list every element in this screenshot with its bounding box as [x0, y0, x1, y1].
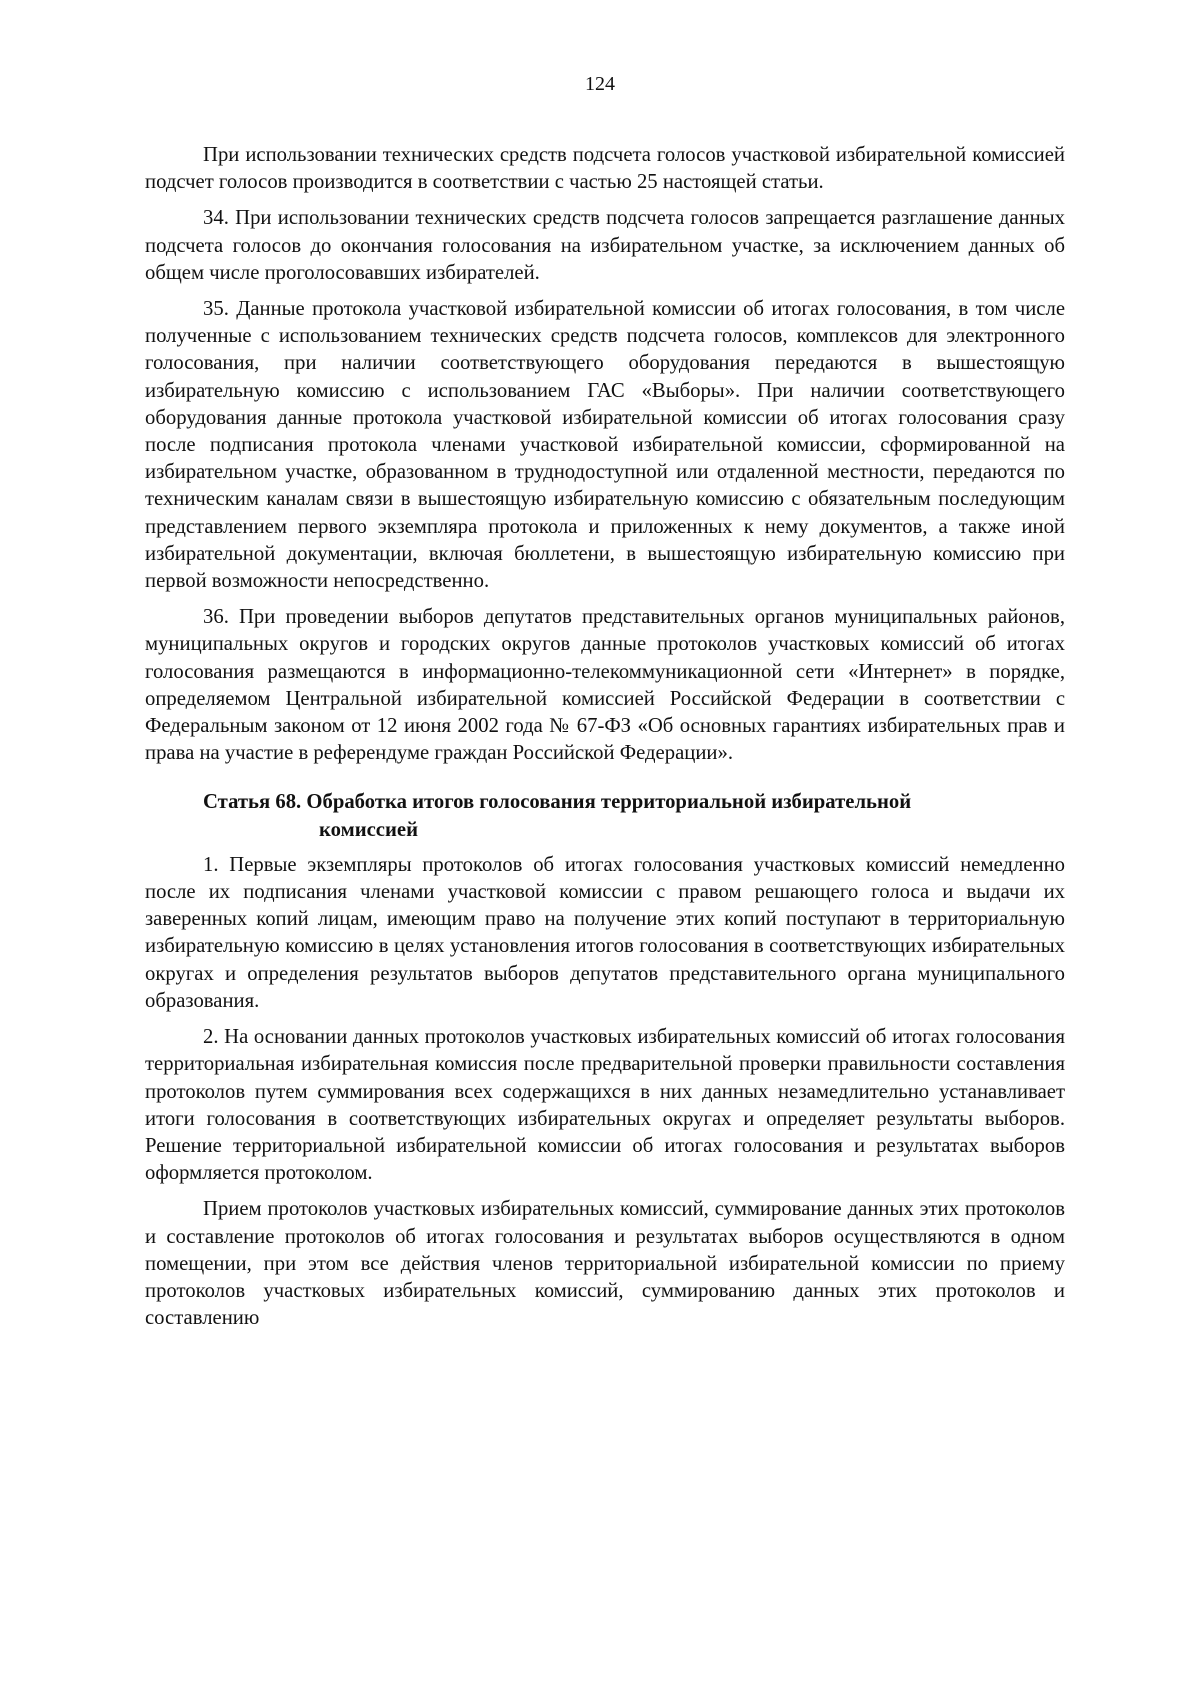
paragraph-34: 34. При использовании технических средств подсчета голосов запрещается разглашение данных подсчета голосов до окончания голосования на избирательном участке, за исключением данных об общем числе проголосовавших избирателей.	[145, 207, 1065, 284]
paragraph-1: 1. Первые экземпляры протоколов об итогах голосования участковых комиссий немедленно после их подписания членами участковой комиссии с правом решающего голоса и выдачи их заверенных копий лицам, имеющим право на получение этих копий поступают в территориальную избирательную комиссию в целях установления итогов голосования в соответствующих избирательных округах и определения результатов выборов депутатов представительного органа муниципального образования.	[145, 853, 1065, 1012]
paragraph-2: 2. На основании данных протоколов участковых избирательных комиссий об итогах голосования территориальная избирательная комиссия после предварительной проверки правильности составления протоколов путем суммирования всех содержащихся в них данных незамедлительно устанавливает итоги голосования в соответствующих избирательных округах и определяет результаты выборов. Решение территориальной избирательной комиссии об итогах голосования и результатах выборов оформляется протоколом.	[145, 1026, 1065, 1185]
document-body	[145, 142, 1065, 1332]
page-number: 124	[585, 73, 615, 95]
paragraph: При использовании технических средств подсчета голосов участковой избирательной комиссией подсчет голосов производится в соответствии с частью 25 настоящей статьи.	[145, 144, 1065, 194]
article-heading	[145, 789, 1065, 843]
article-heading-line2: комиссией	[319, 818, 418, 841]
paragraph-36: 36. При проведении выборов депутатов представительных органов муниципальных районов, муниципальных округов и городских округов данные протоколов участковых комиссий об итогах голосования размещаются в информационно-телекоммуникационной сети «Интернет» в порядке, определяемом Центральной избирательной комиссией Российской Федерации в соответствии с Федеральным законом от 12 июня 2002 года № 67-ФЗ «Об основных гарантиях избирательных прав и права на участие в референдуме граждан Российской Федерации».	[145, 606, 1065, 765]
paragraph-35: 35. Данные протокола участковой избирательной комиссии об итогах голосования, в том числе полученные с использованием технических средств подсчета голосов, комплексов для электронного голосования, при наличии соответствующего оборудования передаются в вышестоящую избирательную комиссию с использованием ГАС «Выборы». При наличии соответствующего оборудования данные протокола участковой избирательной комиссии об итогах голосования сразу после подписания протокола членами участковой избирательной комиссии, сформированной на избирательном участке, образованном в труднодоступной или отдаленной местности, передаются по техническим каналам связи в вышестоящую избирательную комиссию с обязательным последующим представлением первого экземпляра протокола и приложенных к нему документов, а также иной избирательной документации, включая бюллетени, в вышестоящую избирательную комиссию при первой возможности непосредственно.	[145, 298, 1065, 593]
paragraph: Прием протоколов участковых избирательных комиссий, суммирование данных этих протоколов и составление протоколов об итогах голосования и результатах выборов осуществляются в одном помещении, при этом все действия членов территориальной избирательной комиссии по приему протоколов участковых избирательных комиссий, суммированию данных этих протоколов и составлению	[145, 1198, 1065, 1330]
article-heading-line1: Статья 68. Обработка итогов голосования территориальной избирательной	[203, 791, 912, 814]
